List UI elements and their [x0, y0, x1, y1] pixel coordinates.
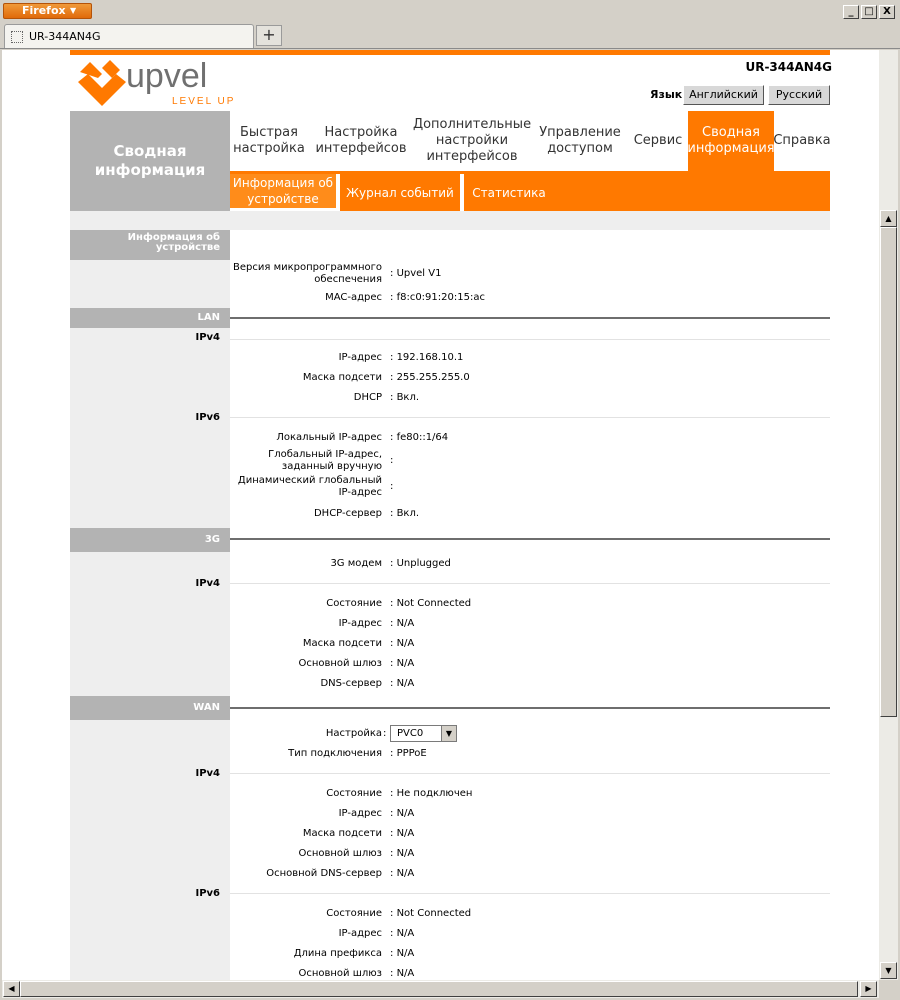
upvel-logo-icon — [76, 54, 246, 106]
content-top-strip — [70, 211, 830, 230]
wan-gateway-value: : N/A — [390, 848, 415, 859]
row-divider — [230, 417, 830, 418]
section-wan-header: WAN — [70, 696, 230, 720]
nav-help[interactable]: Справка — [773, 133, 831, 148]
lang-russian-button[interactable]: Русский — [768, 85, 830, 105]
row-divider — [230, 583, 830, 584]
scroll-corner — [879, 980, 898, 998]
3g-mask-value: : N/A — [390, 638, 415, 649]
lan-dhcp-value: : Вкл. — [390, 392, 420, 403]
section-divider — [230, 317, 830, 319]
lan-ip-value: : 192.168.10.1 — [390, 352, 464, 363]
logo-tagline: LEVEL UP — [172, 96, 236, 106]
nav-access-management[interactable]: Управление доступом — [539, 125, 621, 156]
lan-ip-label: IP-адрес — [338, 352, 382, 363]
minimize-button[interactable]: _ — [843, 5, 859, 19]
lan-global-dynamic-value: : — [390, 481, 394, 492]
wan-dns-label: Основной DNS-сервер — [266, 868, 382, 879]
wan6-state-value: : Not Connected — [390, 908, 472, 919]
wan-conn-type-label: Тип подключения — [288, 748, 382, 759]
lan-dhcp-server-label: DHCP-сервер — [313, 508, 382, 519]
wan6-gateway-label: Основной шлюз — [298, 968, 382, 979]
firmware-value: : Upvel V1 — [390, 268, 442, 279]
section-divider — [230, 707, 830, 709]
pvc-select-value: PVC0 — [397, 728, 424, 739]
row-divider — [230, 773, 830, 774]
chevron-down-icon: ▼ — [441, 726, 456, 741]
firefox-menu-button[interactable] — [3, 3, 92, 19]
horizontal-scrollbar[interactable] — [2, 980, 879, 998]
3g-modem-value: : Unplugged — [390, 558, 451, 569]
section-divider — [230, 538, 830, 540]
3g-gateway-value: : N/A — [390, 658, 415, 669]
lan-global-dynamic-label: Динамический глобальный IP-адрес — [237, 475, 382, 498]
page-favicon-icon — [11, 31, 23, 43]
3g-ip-value: : N/A — [390, 618, 415, 629]
tab-bar — [0, 22, 900, 49]
chevron-down-icon: ▼ — [70, 6, 77, 15]
wan-dns-value: : N/A — [390, 868, 415, 879]
wan6-prefix-label: Длина префикса — [293, 948, 382, 959]
wan-conn-type-value: : PPPoE — [390, 748, 427, 759]
mac-value: : f8:c0:91:20:15:ac — [390, 292, 485, 303]
lan-mask-label: Маска подсети — [302, 372, 382, 383]
scroll-left-arrow-icon[interactable]: ◀ — [3, 981, 20, 997]
vertical-scrollbar[interactable] — [879, 50, 898, 980]
close-button[interactable]: X — [879, 5, 895, 19]
scroll-up-arrow-icon[interactable]: ▲ — [880, 210, 897, 227]
subnav-device-info[interactable]: Информация об устройстве — [230, 174, 336, 211]
wan-ip-value: : N/A — [390, 808, 415, 819]
sidebar-title: Сводная информация — [70, 111, 230, 211]
lan-global-manual-value: : — [390, 455, 394, 466]
maximize-button[interactable]: □ — [861, 5, 877, 19]
wan-mask-label: Маска подсети — [302, 828, 382, 839]
scroll-right-arrow-icon[interactable]: ▶ — [860, 981, 877, 997]
upvel-logo — [76, 54, 246, 106]
lang-english-button[interactable]: Английский — [683, 85, 764, 105]
3g-dns-label: DNS-сервер — [320, 678, 382, 689]
row-divider — [230, 893, 830, 894]
scroll-down-arrow-icon[interactable]: ▼ — [880, 962, 897, 979]
section-3g-header: 3G — [70, 528, 230, 552]
wan6-gateway-value: : N/A — [390, 968, 415, 979]
lan-local-ip-value: : fe80::1/64 — [390, 432, 449, 443]
pvc-select[interactable] — [390, 725, 457, 742]
wan-setting-colon: : — [383, 728, 387, 739]
3g-state-value: : Not Connected — [390, 598, 472, 609]
new-tab-button[interactable]: + — [256, 25, 282, 46]
wan-state-label: Состояние — [326, 788, 382, 799]
3g-mask-label: Маска подсети — [302, 638, 382, 649]
wan6-ip-value: : N/A — [390, 928, 415, 939]
3g-dns-value: : N/A — [390, 678, 415, 689]
wan-setting-label: Настройка — [325, 728, 382, 739]
3g-state-label: Состояние — [326, 598, 382, 609]
logo-wordmark: upvel — [126, 57, 208, 95]
title-bar — [0, 0, 900, 22]
3g-modem-label: 3G модем — [330, 558, 382, 569]
wan-gateway-label: Основной шлюз — [298, 848, 382, 859]
lan-ipv6-heading: IPv6 — [195, 412, 220, 423]
tab-title: UR-344AN4G — [29, 30, 101, 43]
wan-ipv6-heading: IPv6 — [195, 888, 220, 899]
nav-interface-setup[interactable]: Настройка интерфейсов — [315, 125, 407, 156]
wan6-ip-label: IP-адрес — [338, 928, 382, 939]
row-divider — [230, 339, 830, 340]
nav-quick-setup[interactable]: Быстрая настройка — [233, 125, 305, 156]
lan-local-ip-label: Локальный IP-адрес — [276, 432, 382, 443]
3g-ipv4-heading: IPv4 — [195, 578, 220, 589]
subnav-statistics[interactable]: Статистика — [472, 185, 546, 200]
firmware-label: Версия микропрограммного обеспечения — [233, 262, 382, 285]
nav-status[interactable]: Сводная информация — [688, 111, 774, 171]
firefox-menu-label: Firefox — [22, 4, 66, 17]
page-viewport — [2, 50, 879, 980]
router-page — [2, 50, 879, 980]
wan-mask-value: : N/A — [390, 828, 415, 839]
lan-mask-value: : 255.255.255.0 — [390, 372, 470, 383]
wan6-state-label: Состояние — [326, 908, 382, 919]
wan6-prefix-value: : N/A — [390, 948, 415, 959]
lan-ipv4-heading: IPv4 — [195, 332, 220, 343]
mac-label: MAC-адрес — [325, 292, 382, 303]
wan-ipv4-heading: IPv4 — [195, 768, 220, 779]
3g-ip-label: IP-адрес — [338, 618, 382, 629]
language-label: Язык — [650, 88, 683, 101]
subnav-event-log[interactable]: Журнал событий — [346, 185, 454, 200]
lan-global-manual-label: Глобальный IP-адрес, заданный вручную — [268, 449, 382, 472]
lan-dhcp-server-value: : Вкл. — [390, 508, 420, 519]
vertical-scroll-thumb[interactable] — [880, 227, 897, 717]
model-name: UR-344AN4G — [745, 60, 832, 74]
wan-state-value: : Не подключен — [390, 788, 473, 799]
lan-dhcp-label: DHCP — [353, 392, 382, 403]
browser-tab[interactable] — [4, 24, 254, 48]
3g-gateway-label: Основной шлюз — [298, 658, 382, 669]
nav-maintenance[interactable]: Сервис — [633, 133, 683, 148]
section-lan-header: LAN — [70, 308, 230, 328]
wan-ip-label: IP-адрес — [338, 808, 382, 819]
horizontal-scroll-thumb[interactable] — [20, 981, 858, 997]
nav-advanced-setup[interactable]: Дополнительные настройки интерфейсов — [412, 117, 532, 164]
section-device-info-header: Информация об устройстве — [70, 230, 230, 260]
